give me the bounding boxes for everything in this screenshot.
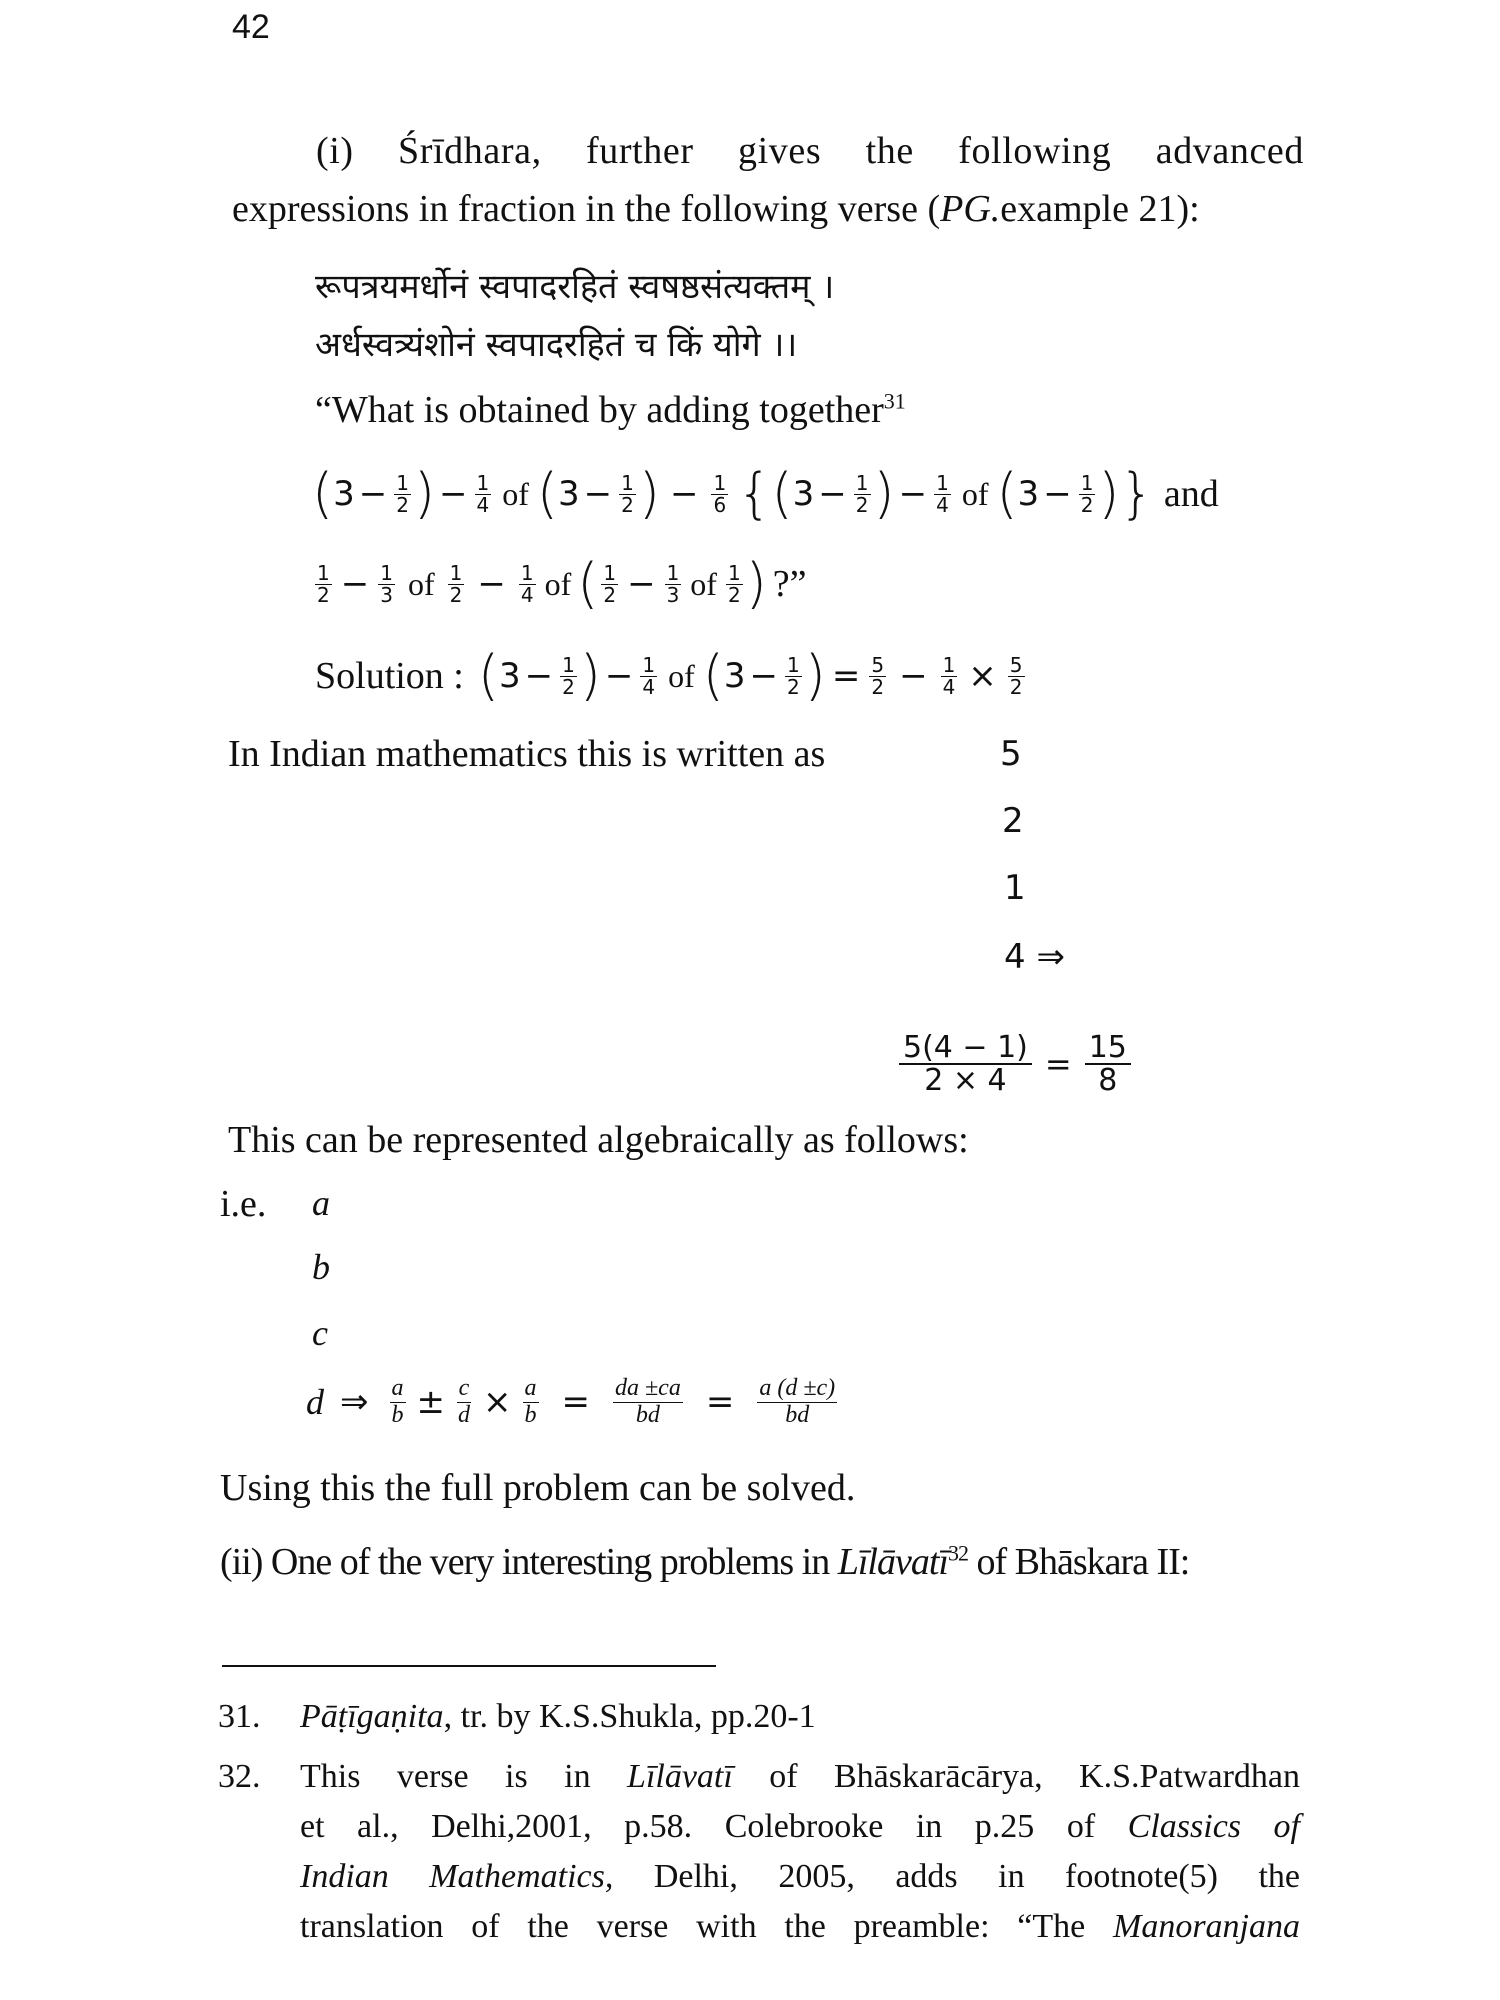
paren: (: [771, 462, 793, 525]
num-three: 3: [792, 474, 815, 514]
paren: (: [536, 462, 558, 525]
fraction-half: $\frac{1}{2}$: [1080, 470, 1094, 517]
paren: ): [579, 644, 601, 707]
fraction-quarter: $\frac{1}{4}$: [520, 560, 534, 607]
sanskrit-verse-line2: अर्धस्वत्र्यंशोनं स्वपादरहितं च किं योगे ।।: [315, 325, 798, 365]
footnote-31-text: , tr. by K.S.Shukla, pp.20-1: [443, 1698, 816, 1735]
of-word: of: [544, 565, 572, 602]
equals: =: [705, 1382, 735, 1422]
footnote-ref-31: 31: [883, 388, 906, 414]
fraction-half: $\frac{1}{2}$: [562, 652, 575, 699]
times: ×: [483, 1382, 512, 1422]
stack-one: 1: [1004, 868, 1026, 908]
minus: −: [669, 474, 699, 514]
ie-label: i.e.: [220, 1183, 267, 1225]
solution-line: [315, 644, 1028, 708]
minus: −: [477, 564, 506, 604]
lilavati-title: Līlāvatī: [837, 1541, 948, 1583]
paren: ): [745, 552, 767, 615]
paren: (: [477, 644, 499, 707]
paragraph-ii-prefix: (ii) One of the very interesting problems in: [220, 1541, 838, 1583]
num-three: 3: [498, 656, 521, 696]
implies-arrow: ⇒: [340, 1382, 369, 1422]
footnote-ref-32: 32: [947, 1540, 968, 1566]
stack-two: 2: [1002, 801, 1024, 841]
brace: {: [737, 462, 772, 525]
answer-fraction: $\frac{15}{8}$: [1085, 1032, 1131, 1097]
indian-math-text: In Indian mathematics this is written as: [228, 733, 826, 775]
paren: (: [577, 552, 599, 615]
minus: −: [749, 656, 779, 696]
num-three: 3: [723, 656, 746, 696]
of-word: of: [690, 565, 717, 602]
fraction-half: $\frac{1}{2}$: [727, 560, 741, 607]
algebra-equation: [306, 1362, 840, 1442]
fraction-a-b: $\frac{a}{b}$: [391, 1375, 404, 1428]
footnote-32: [218, 1752, 1300, 1952]
of-word: of: [961, 475, 989, 512]
minus: −: [899, 656, 928, 696]
footnote-32-number: 32.: [218, 1758, 261, 1795]
fraction-c-d: $\frac{c}{d}$: [458, 1375, 470, 1428]
paren: ): [638, 462, 660, 525]
stack-five: 5: [1000, 734, 1022, 774]
quote-line: [315, 388, 906, 434]
paragraph-i-line1: (i) Śrīdhara, further gives the following advanced: [316, 130, 1304, 172]
paren: ): [413, 462, 436, 525]
num-three: 3: [558, 474, 580, 514]
minus: −: [524, 656, 554, 696]
minus: −: [1043, 474, 1072, 514]
of-word: of: [502, 475, 529, 512]
fraction-third: $\frac{1}{3}$: [380, 560, 393, 607]
fraction-five-halves: $\frac{5}{2}$: [1009, 652, 1023, 699]
fraction-quarter: $\frac{1}{4}$: [942, 652, 956, 699]
quote-text: “What is obtained by adding together: [315, 389, 884, 431]
equals: =: [561, 1382, 590, 1422]
expression-line-1: [312, 462, 1219, 526]
paragraph-i-line2-text: expressions in fraction in the following verse (: [232, 188, 941, 230]
paren: ): [873, 462, 895, 525]
paragraph-ii: [220, 1540, 1189, 1586]
fraction-third: $\frac{1}{3}$: [666, 560, 680, 607]
var-d: d: [306, 1382, 324, 1422]
solution-label: Solution :: [315, 655, 464, 697]
minus: −: [627, 564, 656, 604]
paragraph-ii-suffix: of Bhāskara II:: [967, 1541, 1190, 1583]
var-c: c: [312, 1313, 328, 1353]
fraction-adc-bd: $\frac{a (d \pm c)}{bd}$: [759, 1375, 836, 1428]
footnote-32-line4: translation of the verse with the preamble: “The Manoranjana: [300, 1908, 1300, 1945]
pg-abbrev: PG.: [940, 188, 1001, 230]
fraction-half: $\frac{1}{2}$: [396, 470, 409, 517]
fraction-sixth: $\frac{1}{6}$: [713, 470, 727, 517]
paren: (: [702, 644, 724, 707]
fraction-quarter: $\frac{1}{4}$: [936, 470, 949, 517]
fraction-da-ca-bd: $\frac{da \pm ca}{bd}$: [615, 1375, 681, 1428]
paren: (: [312, 462, 334, 525]
question-close: ?”: [772, 563, 807, 605]
times: ×: [968, 656, 997, 696]
num-three: 3: [1017, 474, 1040, 514]
equals: =: [831, 656, 861, 696]
page-number: 42: [232, 8, 270, 46]
paragraph-i: [232, 122, 1304, 238]
minus: −: [583, 474, 613, 514]
var-b: b: [312, 1247, 330, 1287]
minus: −: [898, 474, 928, 514]
paren: ): [804, 644, 826, 707]
footnote-32-line1: This verse is in Līlāvatī of Bhāskarācārya, K.S.Patwardhan: [300, 1758, 1301, 1795]
fraction-half: $\frac{1}{2}$: [621, 470, 634, 517]
minus: −: [340, 564, 370, 604]
of-word: of: [668, 657, 695, 694]
fraction-half: $\frac{1}{2}$: [603, 560, 617, 607]
paragraph-i-line2-end: example 21):: [1000, 188, 1200, 230]
of-word: of: [407, 565, 435, 602]
sanskrit-verse-line1: रूपत्रयमर्धोनं स्वपादरहितं स्वषष्ठसंत्यक्तम् ।: [315, 267, 835, 307]
num-three: 3: [333, 474, 355, 514]
fraction-half: $\frac{1}{2}$: [855, 470, 869, 517]
minus: −: [604, 656, 634, 696]
plus-minus: ±: [416, 1382, 445, 1422]
footnote-32-line2: et al., Delhi,2001, p.58. Colebrooke in p.25 of Classics of: [300, 1808, 1300, 1845]
fraction-quarter: $\frac{1}{4}$: [476, 470, 490, 517]
minus: −: [818, 474, 847, 514]
var-a: a: [312, 1183, 330, 1223]
stack-four-arrow: 4 ⇒: [1004, 937, 1065, 977]
fraction-half: $\frac{1}{2}$: [317, 560, 330, 607]
using-this-text: Using this the full problem can be solved.: [220, 1467, 856, 1509]
footnote-divider: [222, 1665, 716, 1667]
footnote-31: [218, 1692, 1300, 1742]
minus: −: [358, 474, 388, 514]
minus: −: [439, 474, 468, 514]
footnote-31-number: 31.: [218, 1698, 261, 1735]
algebra-intro: This can be represented algebraically as follows:: [228, 1119, 969, 1161]
footnote-32-line3: Indian Mathematics, Delhi, 2005, adds in footnote(5) the: [300, 1858, 1300, 1895]
patiganita-title: Pāṭīgaṇita: [300, 1698, 444, 1735]
fraction-a-b: $\frac{a}{b}$: [524, 1375, 537, 1428]
result-equation: [896, 1014, 1134, 1114]
fraction-half: $\frac{1}{2}$: [449, 560, 463, 607]
fraction-quarter: $\frac{1}{4}$: [642, 652, 656, 699]
result-fraction: $\frac{5(4 - 1)}{2 \times 4}$: [899, 1032, 1032, 1097]
brace: }: [1119, 462, 1154, 525]
expression-line-2: [312, 552, 807, 616]
fraction-half: $\frac{1}{2}$: [787, 652, 800, 699]
equals: =: [1044, 1045, 1072, 1083]
paren: ): [1098, 462, 1120, 525]
paragraph-i-line2: [232, 180, 1304, 238]
paren: (: [996, 462, 1018, 525]
and-word: and: [1163, 473, 1219, 515]
fraction-five-halves: $\frac{5}{2}$: [871, 652, 885, 699]
